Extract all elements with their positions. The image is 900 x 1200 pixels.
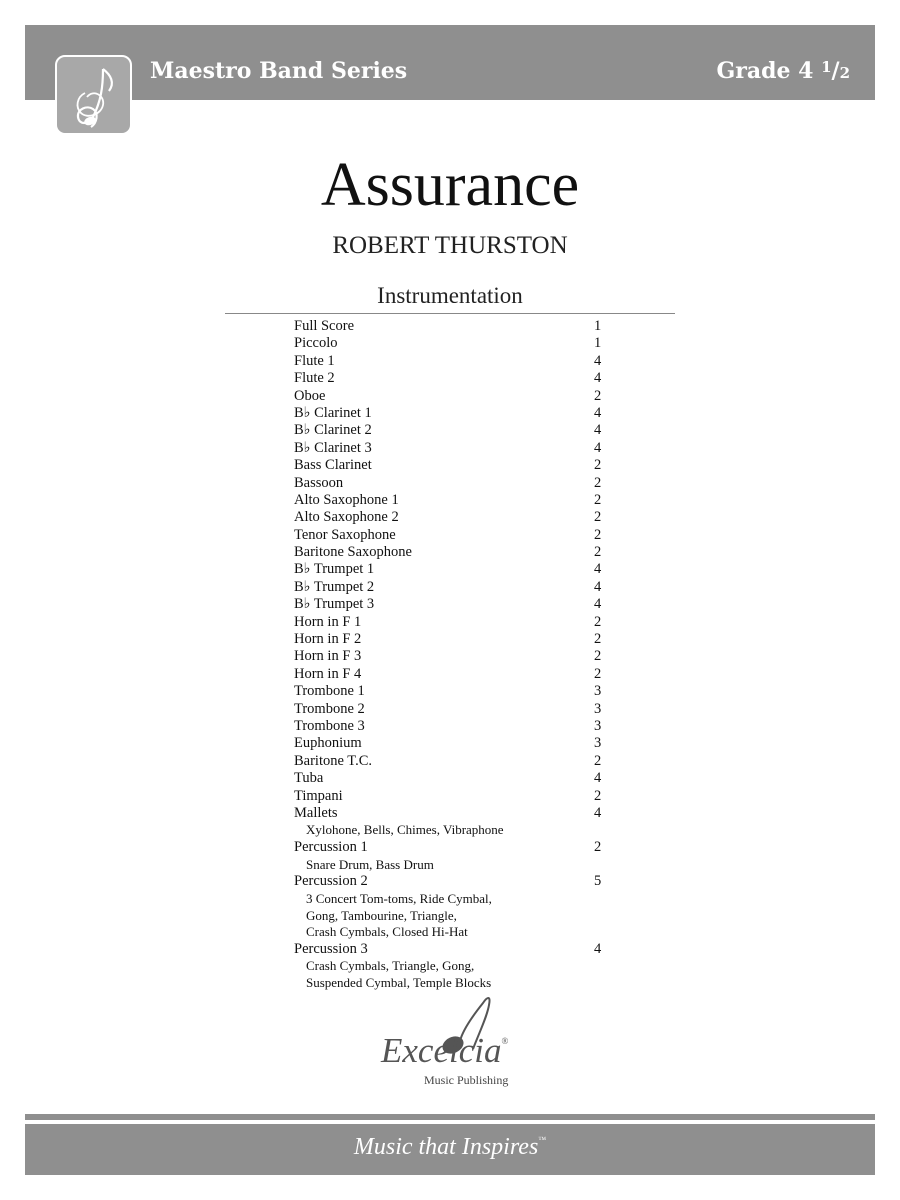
instrument-name: Tenor Saxophone [294,526,396,543]
instrument-name: Baritone Saxophone [294,544,412,561]
instrument-row [294,353,614,370]
instrument-name: Tuba [294,770,324,787]
instrument-name: Alto Saxophone 2 [294,509,399,526]
instrument-row [294,527,614,544]
instrument-name: Horn in F 4 [294,665,362,682]
instrument-quantity: 2 [594,613,602,630]
publisher-subtitle: Music Publishing [424,1073,509,1087]
instrument-name: Trombone 2 [294,700,365,717]
publisher-logo [375,993,535,1093]
instrument-name: B♭ Trumpet 1 [294,561,375,578]
instrument-quantity: 2 [594,665,602,682]
footer-tagline: Music that Inspires™ [353,1134,547,1160]
instrument-row [294,440,614,457]
instrument-name: Euphonium [294,735,362,752]
grade-level: Grade 4 $^1$/2 [716,58,850,84]
instrument-name: B♭ Clarinet 3 [294,439,372,456]
instrument-quantity: 4 [594,404,602,421]
instrument-quantity: 2 [594,474,602,491]
instrument-name: Percussion 1 [294,839,368,856]
instrument-quantity: 4 [594,561,602,578]
instrument-quantity: 4 [594,596,602,613]
instrument-quantity: 2 [594,839,602,856]
instrument-name: Horn in F 2 [294,631,362,648]
instrument-quantity: 3 [594,700,602,717]
instrument-quantity: 2 [594,544,602,561]
series-name: Maestro Band Series [150,58,408,84]
instrument-quantity: 3 [594,717,602,734]
instrument-row [294,648,614,665]
instrument-quantity: 4 [594,770,602,787]
instrument-name: Trombone 1 [294,683,365,700]
instrument-row [294,388,614,405]
instrument-quantity: 3 [594,735,602,752]
instrument-quantity: 2 [594,787,602,804]
instrument-row [294,873,614,890]
instrument-quantity: 2 [594,491,602,508]
instrument-row [294,422,614,439]
series-logo-icon [55,55,132,135]
instrument-name: Percussion 3 [294,941,368,958]
instrument-row [294,701,614,718]
instrument-name: Bass Clarinet [294,457,372,474]
instrument-row [294,614,614,631]
instrument-detail: Snare Drum, Bass Drum [306,856,434,872]
instrument-quantity: 4 [594,370,602,387]
instrument-quantity: 5 [594,873,602,890]
instrument-quantity: 2 [594,526,602,543]
instrument-row [294,941,614,958]
instrumentation-list [294,318,614,992]
instrument-row [294,839,614,856]
instrument-name: Baritone T.C. [294,752,372,769]
instrument-name: Flute 1 [294,352,335,369]
instrument-name: Alto Saxophone 1 [294,491,399,508]
instrument-name: Horn in F 3 [294,648,362,665]
instrument-detail: Suspended Cymbal, Temple Blocks [306,975,492,991]
instrument-row [294,475,614,492]
instrument-quantity: 2 [594,509,602,526]
instrument-row [294,735,614,752]
instrument-name: Full Score [294,318,355,334]
publisher-registered-mark: ® [501,1036,509,1046]
instrument-row [294,492,614,509]
instrument-quantity: 2 [594,457,602,474]
heading-rule [225,313,675,314]
instrument-row [294,509,614,526]
footer-rule [25,1114,875,1120]
instrument-detail: Gong, Tambourine, Triangle, [306,907,457,923]
instrument-name: Flute 2 [294,370,335,387]
instrument-name: Horn in F 1 [294,613,362,630]
instrument-name: B♭ Trumpet 3 [294,596,375,613]
instrument-detail: Crash Cymbals, Triangle, Gong, [306,958,475,974]
instrument-row [294,718,614,735]
instrument-row [294,770,614,787]
instrument-name: Timpani [294,787,343,804]
instrument-name: Trombone 3 [294,717,365,734]
publisher-name: Excelcia [381,1031,502,1070]
instrument-row [294,405,614,422]
instrument-quantity: 1 [594,335,602,352]
instrument-row [294,318,614,335]
instrument-name: Bassoon [294,474,344,491]
instrument-row [294,753,614,770]
instrument-detail: 3 Concert Tom-toms, Ride Cymbal, [306,890,492,906]
instrument-quantity: 4 [594,352,602,369]
instrument-name: B♭ Clarinet 2 [294,422,372,439]
instrument-name: B♭ Clarinet 1 [294,404,372,421]
instrument-name: B♭ Trumpet 2 [294,578,375,595]
instrument-quantity: 4 [594,439,602,456]
instrument-quantity: 4 [594,578,602,595]
instrument-row [294,335,614,352]
instrument-row [294,788,614,805]
instrument-quantity: 1 [594,318,602,334]
piece-title: Assurance [320,151,580,219]
instrument-quantity: 4 [594,422,602,439]
instrument-row [294,544,614,561]
instrument-row [294,370,614,387]
instrument-name: Mallets [294,804,338,821]
composer-name: ROBERT THURSTON [332,232,568,259]
instrument-row [294,596,614,613]
instrument-row [294,683,614,700]
instrument-row [294,666,614,683]
instrument-quantity: 4 [594,941,602,958]
instrument-quantity: 4 [594,804,602,821]
instrument-name: Piccolo [294,335,338,352]
instrument-row [294,805,614,822]
instrument-name: Oboe [294,387,326,404]
instrument-detail: Crash Cymbals, Closed Hi-Hat [306,924,468,940]
instrument-quantity: 3 [594,683,602,700]
instrument-detail: Xylohone, Bells, Chimes, Vibraphone [306,822,504,838]
instrument-quantity: 2 [594,752,602,769]
instrument-quantity: 2 [594,387,602,404]
instrument-quantity: 2 [594,631,602,648]
instrument-row [294,579,614,596]
instrument-row [294,561,614,578]
instrument-row [294,457,614,474]
instrument-row [294,631,614,648]
instrumentation-heading: Instrumentation [377,283,523,308]
instrument-name: Percussion 2 [294,873,368,890]
instrument-quantity: 2 [594,648,602,665]
